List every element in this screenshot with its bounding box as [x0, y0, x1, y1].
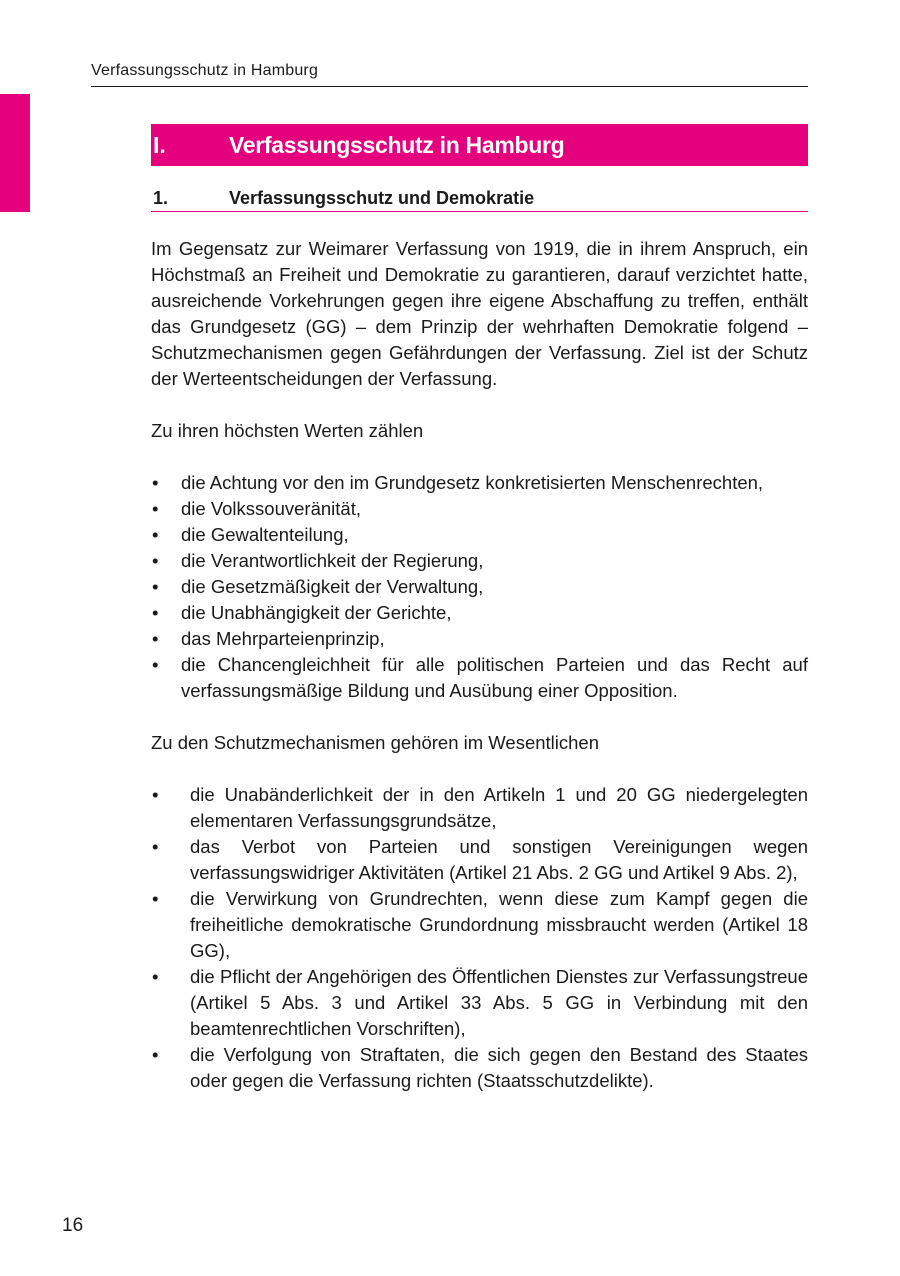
bullet-icon: • [152, 784, 159, 805]
bullet-icon: • [152, 1044, 159, 1065]
list-item-text: die Pflicht der Angehörigen des Öffentlichen Dienstes zur Verfassungstreue (Artikel 5 Abs. 3 und Artikel 33 Abs. 5 GG in Verbindung mit den beamtenrechtlichen Vorschriften), [190, 966, 808, 1039]
list-item-text: die Achtung vor den im Grundgesetz konkretisierten Menschenrechten, [181, 472, 764, 493]
list-item [151, 964, 808, 1042]
bullet-icon: • [152, 888, 159, 909]
bullet-icon: • [152, 576, 159, 597]
list-item [151, 886, 808, 964]
bullet-icon: • [152, 966, 159, 987]
list-item [151, 626, 808, 652]
list-item-text: die Verantwortlichkeit der Regierung, [181, 550, 484, 571]
values-list [151, 470, 808, 704]
list-item [151, 600, 808, 626]
running-header: Verfassungsschutz in Hamburg [91, 60, 808, 87]
bullet-icon: • [152, 654, 159, 675]
list-item [151, 782, 808, 834]
values-lead-paragraph: Zu ihren höchsten Werten zählen [151, 420, 424, 441]
list-item-text: die Verwirkung von Grundrechten, wenn diese zum Kampf gegen die freiheitliche demokratische Grundordnung missbraucht werden (Artikel 18 GG), [190, 888, 808, 961]
bullet-icon: • [152, 602, 159, 623]
bullet-icon: • [152, 472, 159, 493]
list-item-text: das Mehrparteienprinzip, [181, 628, 385, 649]
list-item [151, 470, 808, 496]
list-item [151, 574, 808, 600]
list-item [151, 834, 808, 886]
section-number: 1. [153, 188, 169, 208]
page-number: 16 [62, 1215, 84, 1236]
bullet-icon: • [152, 550, 159, 571]
bullet-icon: • [152, 498, 159, 519]
bullet-icon: • [152, 836, 159, 857]
list-item [151, 652, 808, 704]
body-text [151, 236, 808, 1094]
mechanisms-lead-paragraph: Zu den Schutzmechanismen gehören im Wesentlichen [151, 732, 600, 753]
list-item [151, 548, 808, 574]
chapter-number: I. [153, 132, 166, 158]
list-item-text: die Unabhängigkeit der Gerichte, [181, 602, 452, 623]
list-item-text: die Verfolgung von Straftaten, die sich gegen den Bestand des Staates oder gegen die Verfassung richten (Staatsschutzdelikte). [190, 1044, 808, 1091]
list-item [151, 1042, 808, 1094]
list-item [151, 522, 808, 548]
bullet-icon: • [152, 628, 159, 649]
list-item-text: die Volkssouveränität, [181, 498, 361, 519]
mechanisms-list [151, 782, 808, 1094]
list-item-text: die Gewaltenteilung, [181, 524, 349, 545]
section-title: Verfassungsschutz und Demokratie [229, 188, 535, 208]
intro-paragraph: Im Gegensatz zur Weimarer Verfassung von 1919, die in ihrem Anspruch, ein Höchstmaß an Freiheit und Demokratie zu garantieren, darauf verzichtet hatte, ausreichende Vorkehrungen gegen ihre eigene Abschaffung zu treffen, enthält das Grundgesetz (GG) – dem Prinzip der wehrhaften Demokratie folgend – Schutzmechanismen gegen Gefährdungen der Verfassung. Ziel ist der Schutz der Werteentscheidungen der Verfassung. [151, 238, 808, 389]
list-item-text: die Unabänderlichkeit der in den Artikeln 1 und 20 GG niedergelegten elementaren Verfassungsgrundsätze, [190, 784, 808, 831]
list-item-text: die Chancengleichheit für alle politischen Parteien und das Recht auf verfassungsmäßige Bildung und Ausübung einer Opposition. [181, 654, 808, 701]
list-item [151, 496, 808, 522]
bullet-icon: • [152, 524, 159, 545]
chapter-marker-tab [0, 94, 30, 212]
chapter-title: Verfassungsschutz in Hamburg [229, 132, 565, 158]
section-heading [151, 186, 808, 212]
list-item-text: die Gesetzmäßigkeit der Verwaltung, [181, 576, 484, 597]
chapter-heading-bar [151, 124, 808, 166]
list-item-text: das Verbot von Parteien und sonstigen Vereinigungen wegen verfassungswidriger Aktivitäten (Artikel 21 Abs. 2 GG und Artikel 9 Abs. 2), [190, 836, 808, 883]
